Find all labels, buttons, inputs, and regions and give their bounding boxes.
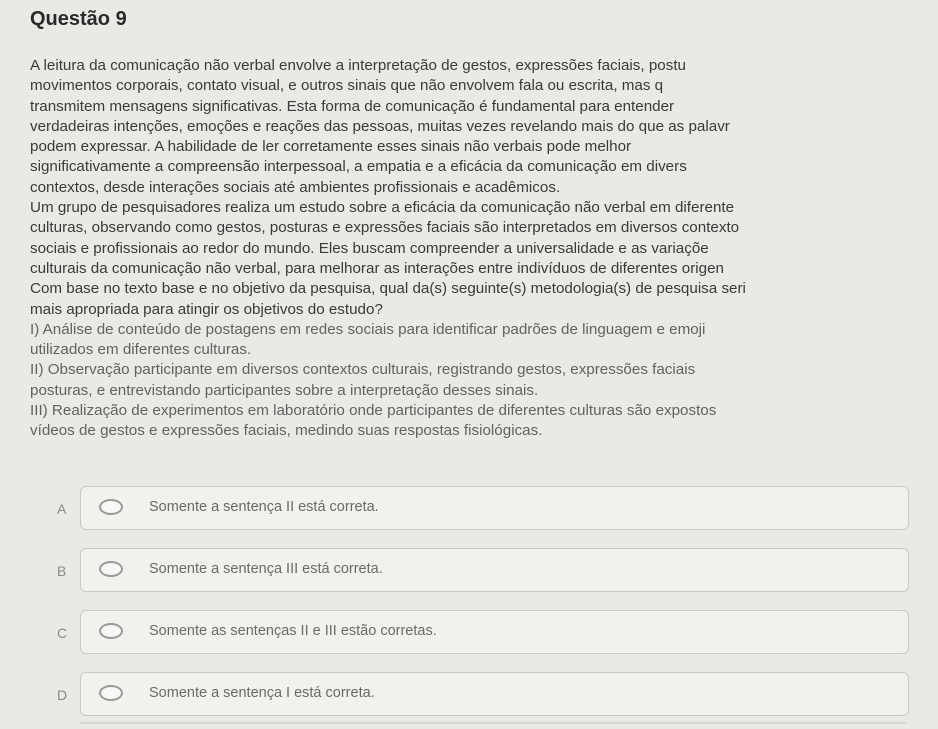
- option-label: Somente as sentenças II e III estão corretas.: [149, 623, 437, 639]
- option-c[interactable]: [57, 610, 909, 654]
- statement-line: II) Observação participante em diversos contextos culturais, registrando gestos, expressões faciais: [30, 361, 696, 379]
- question-title: Questão 9: [30, 8, 127, 30]
- option-a[interactable]: [57, 486, 909, 530]
- statements: [30, 320, 938, 442]
- paragraph-line: culturas, observando como gestos, posturas e expressões faciais são interpretados em diversos contexto: [30, 219, 740, 237]
- radio-button[interactable]: [99, 561, 123, 577]
- option-letter: D: [57, 687, 68, 703]
- option-label: Somente a sentença I está correta.: [149, 685, 375, 701]
- paragraph-line: verdadeiras intenções, emoções e reações das pessoas, muitas vezes revelando mais do que as palavr: [30, 117, 730, 135]
- paragraph-line: podem expressar. A habilidade de ler corretamente esses sinais não verbais pode melhor: [30, 138, 632, 156]
- option-label: Somente a sentença III está correta.: [149, 561, 383, 577]
- paragraph-line: culturais da comunicação não verbal, para melhorar as interações entre indivíduos de diferentes origen: [30, 259, 724, 277]
- paragraph-line: Com base no texto base e no objetivo da pesquisa, qual da(s) seguinte(s) metodologia(s) de pesquisa seri: [30, 280, 746, 298]
- paragraph-line: contextos, desde interações sociais até ambientes profissionais e acadêmicos.: [30, 178, 561, 196]
- paragraph-line: A leitura da comunicação não verbal envolve a interpretação de gestos, expressões faciais, postu: [30, 57, 686, 74]
- paragraph-line: Um grupo de pesquisadores realiza um estudo sobre a eficácia da comunicação não verbal em diferente: [30, 199, 735, 217]
- paragraph-line: transmitem mensagens significativas. Esta forma de comunicação é fundamental para entender: [30, 97, 675, 115]
- option-b[interactable]: [57, 548, 909, 592]
- option-letter: A: [57, 501, 67, 517]
- next-option-edge: [80, 722, 907, 724]
- statement-line: I) Análise de conteúdo de postagens em redes sociais para identificar padrões de linguagem e emoji: [30, 320, 706, 338]
- statement-line: III) Realização de experimentos em laboratório onde participantes de diferentes culturas são expostos: [30, 402, 717, 420]
- option-letter: C: [57, 625, 68, 641]
- radio-button[interactable]: [99, 685, 123, 701]
- paragraph-line: movimentos corporais, contato visual, e outros sinais que não envolvem fala ou escrita, mas q: [30, 77, 664, 95]
- statement-line: vídeos de gestos e expressões faciais, medindo suas respostas fisiológicas.: [30, 422, 543, 440]
- radio-button[interactable]: [99, 623, 123, 639]
- option-letter: B: [57, 563, 67, 579]
- paragraph-line: sociais e profissionais ao redor do mundo. Eles buscam compreender a universalidade e as variaçõe: [30, 239, 709, 257]
- paragraph-line: significativamente a compreensão interpessoal, a empatia e a eficácia da comunicação em divers: [30, 158, 687, 176]
- option-d[interactable]: [57, 672, 909, 716]
- statement-line: posturas, e entrevistando participantes sobre a interpretação desses sinais.: [30, 381, 539, 399]
- radio-button[interactable]: [99, 499, 123, 515]
- question-text: [30, 56, 938, 442]
- paragraph-line: mais apropriada para atingir os objetivos do estudo?: [30, 300, 383, 318]
- statement-line: utilizados em diferentes culturas.: [30, 341, 252, 359]
- option-label: Somente a sentença II está correta.: [149, 499, 379, 515]
